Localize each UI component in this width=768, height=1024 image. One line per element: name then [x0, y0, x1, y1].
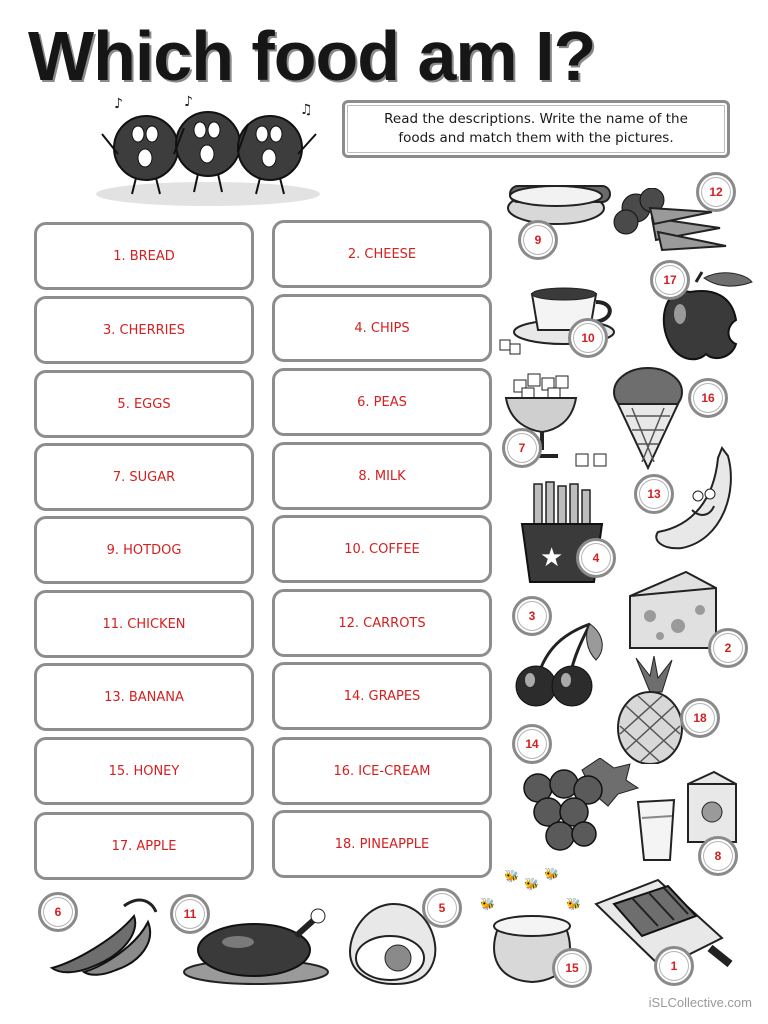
answer-box-10[interactable]: 10. COFFEE — [272, 515, 492, 583]
picture-number-eggs: 5 — [422, 888, 462, 928]
svg-text:🐝: 🐝 — [504, 869, 519, 883]
answer-box-11[interactable]: 11. CHICKEN — [34, 590, 254, 658]
answer-box-8[interactable]: 8. MILK — [272, 442, 492, 510]
answer-box-17[interactable]: 17. APPLE — [34, 812, 254, 880]
svg-text:♪: ♪ — [184, 94, 193, 110]
svg-text:🐝: 🐝 — [544, 867, 559, 881]
page-title: Which food am I? — [28, 17, 596, 95]
answer-box-13[interactable]: 13. BANANA — [34, 663, 254, 731]
cheese-picture — [626, 568, 720, 652]
hotdog-picture — [504, 168, 612, 230]
picture-number-peas: 6 — [38, 892, 78, 932]
svg-text:🐝: 🐝 — [524, 877, 539, 891]
picture-number-sugar: 7 — [502, 428, 542, 468]
picture-number-cherries: 3 — [512, 596, 552, 636]
picture-number-grapes: 14 — [512, 724, 552, 764]
picture-number-apple: 17 — [650, 260, 690, 300]
site-credit: iSLCollective.com — [648, 995, 752, 1010]
answer-box-15[interactable]: 15. HONEY — [34, 737, 254, 805]
instructions-line-2: foods and match them with the pictures. — [398, 130, 674, 146]
picture-number-coffee: 10 — [568, 318, 608, 358]
picture-number-bread: 1 — [654, 946, 694, 986]
svg-text:♫: ♫ — [300, 102, 313, 118]
svg-text:★: ★ — [540, 543, 564, 573]
grapes-picture — [518, 758, 640, 860]
picture-number-milk: 8 — [698, 836, 738, 876]
answer-box-14[interactable]: 14. GRAPES — [272, 662, 492, 730]
instructions-line-1: Read the descriptions. Write the name of the — [384, 111, 688, 127]
svg-text:🐝: 🐝 — [566, 897, 581, 911]
svg-text:🐝: 🐝 — [480, 897, 495, 911]
pineapple-picture — [610, 656, 690, 764]
picture-number-cheese: 2 — [708, 628, 748, 668]
picture-number-pineapple: 18 — [680, 698, 720, 738]
answer-box-7[interactable]: 7. SUGAR — [34, 443, 254, 511]
answer-box-16[interactable]: 16. ICE-CREAM — [272, 737, 492, 805]
picture-number-chips: 4 — [576, 538, 616, 578]
svg-text:♪: ♪ — [114, 96, 123, 112]
answer-box-9[interactable]: 9. HOTDOG — [34, 516, 254, 584]
instructions-box — [342, 100, 730, 158]
answer-box-2[interactable]: 2. CHEESE — [272, 220, 492, 288]
answer-box-18[interactable]: 18. PINEAPPLE — [272, 810, 492, 878]
picture-number-icecream: 16 — [688, 378, 728, 418]
picture-number-banana: 13 — [634, 474, 674, 514]
picture-number-hotdog: 9 — [518, 220, 558, 260]
answer-box-1[interactable]: 1. BREAD — [34, 222, 254, 290]
picture-number-honey: 15 — [552, 948, 592, 988]
answer-box-3[interactable]: 3. CHERRIES — [34, 296, 254, 364]
picture-number-carrots: 12 — [696, 172, 736, 212]
answer-box-5[interactable]: 5. EGGS — [34, 370, 254, 438]
answer-box-12[interactable]: 12. CARROTS — [272, 589, 492, 657]
answer-box-4[interactable]: 4. CHIPS — [272, 294, 492, 362]
answer-box-6[interactable]: 6. PEAS — [272, 368, 492, 436]
picture-number-chicken: 11 — [170, 894, 210, 934]
singing-berries-illustration — [88, 94, 328, 206]
